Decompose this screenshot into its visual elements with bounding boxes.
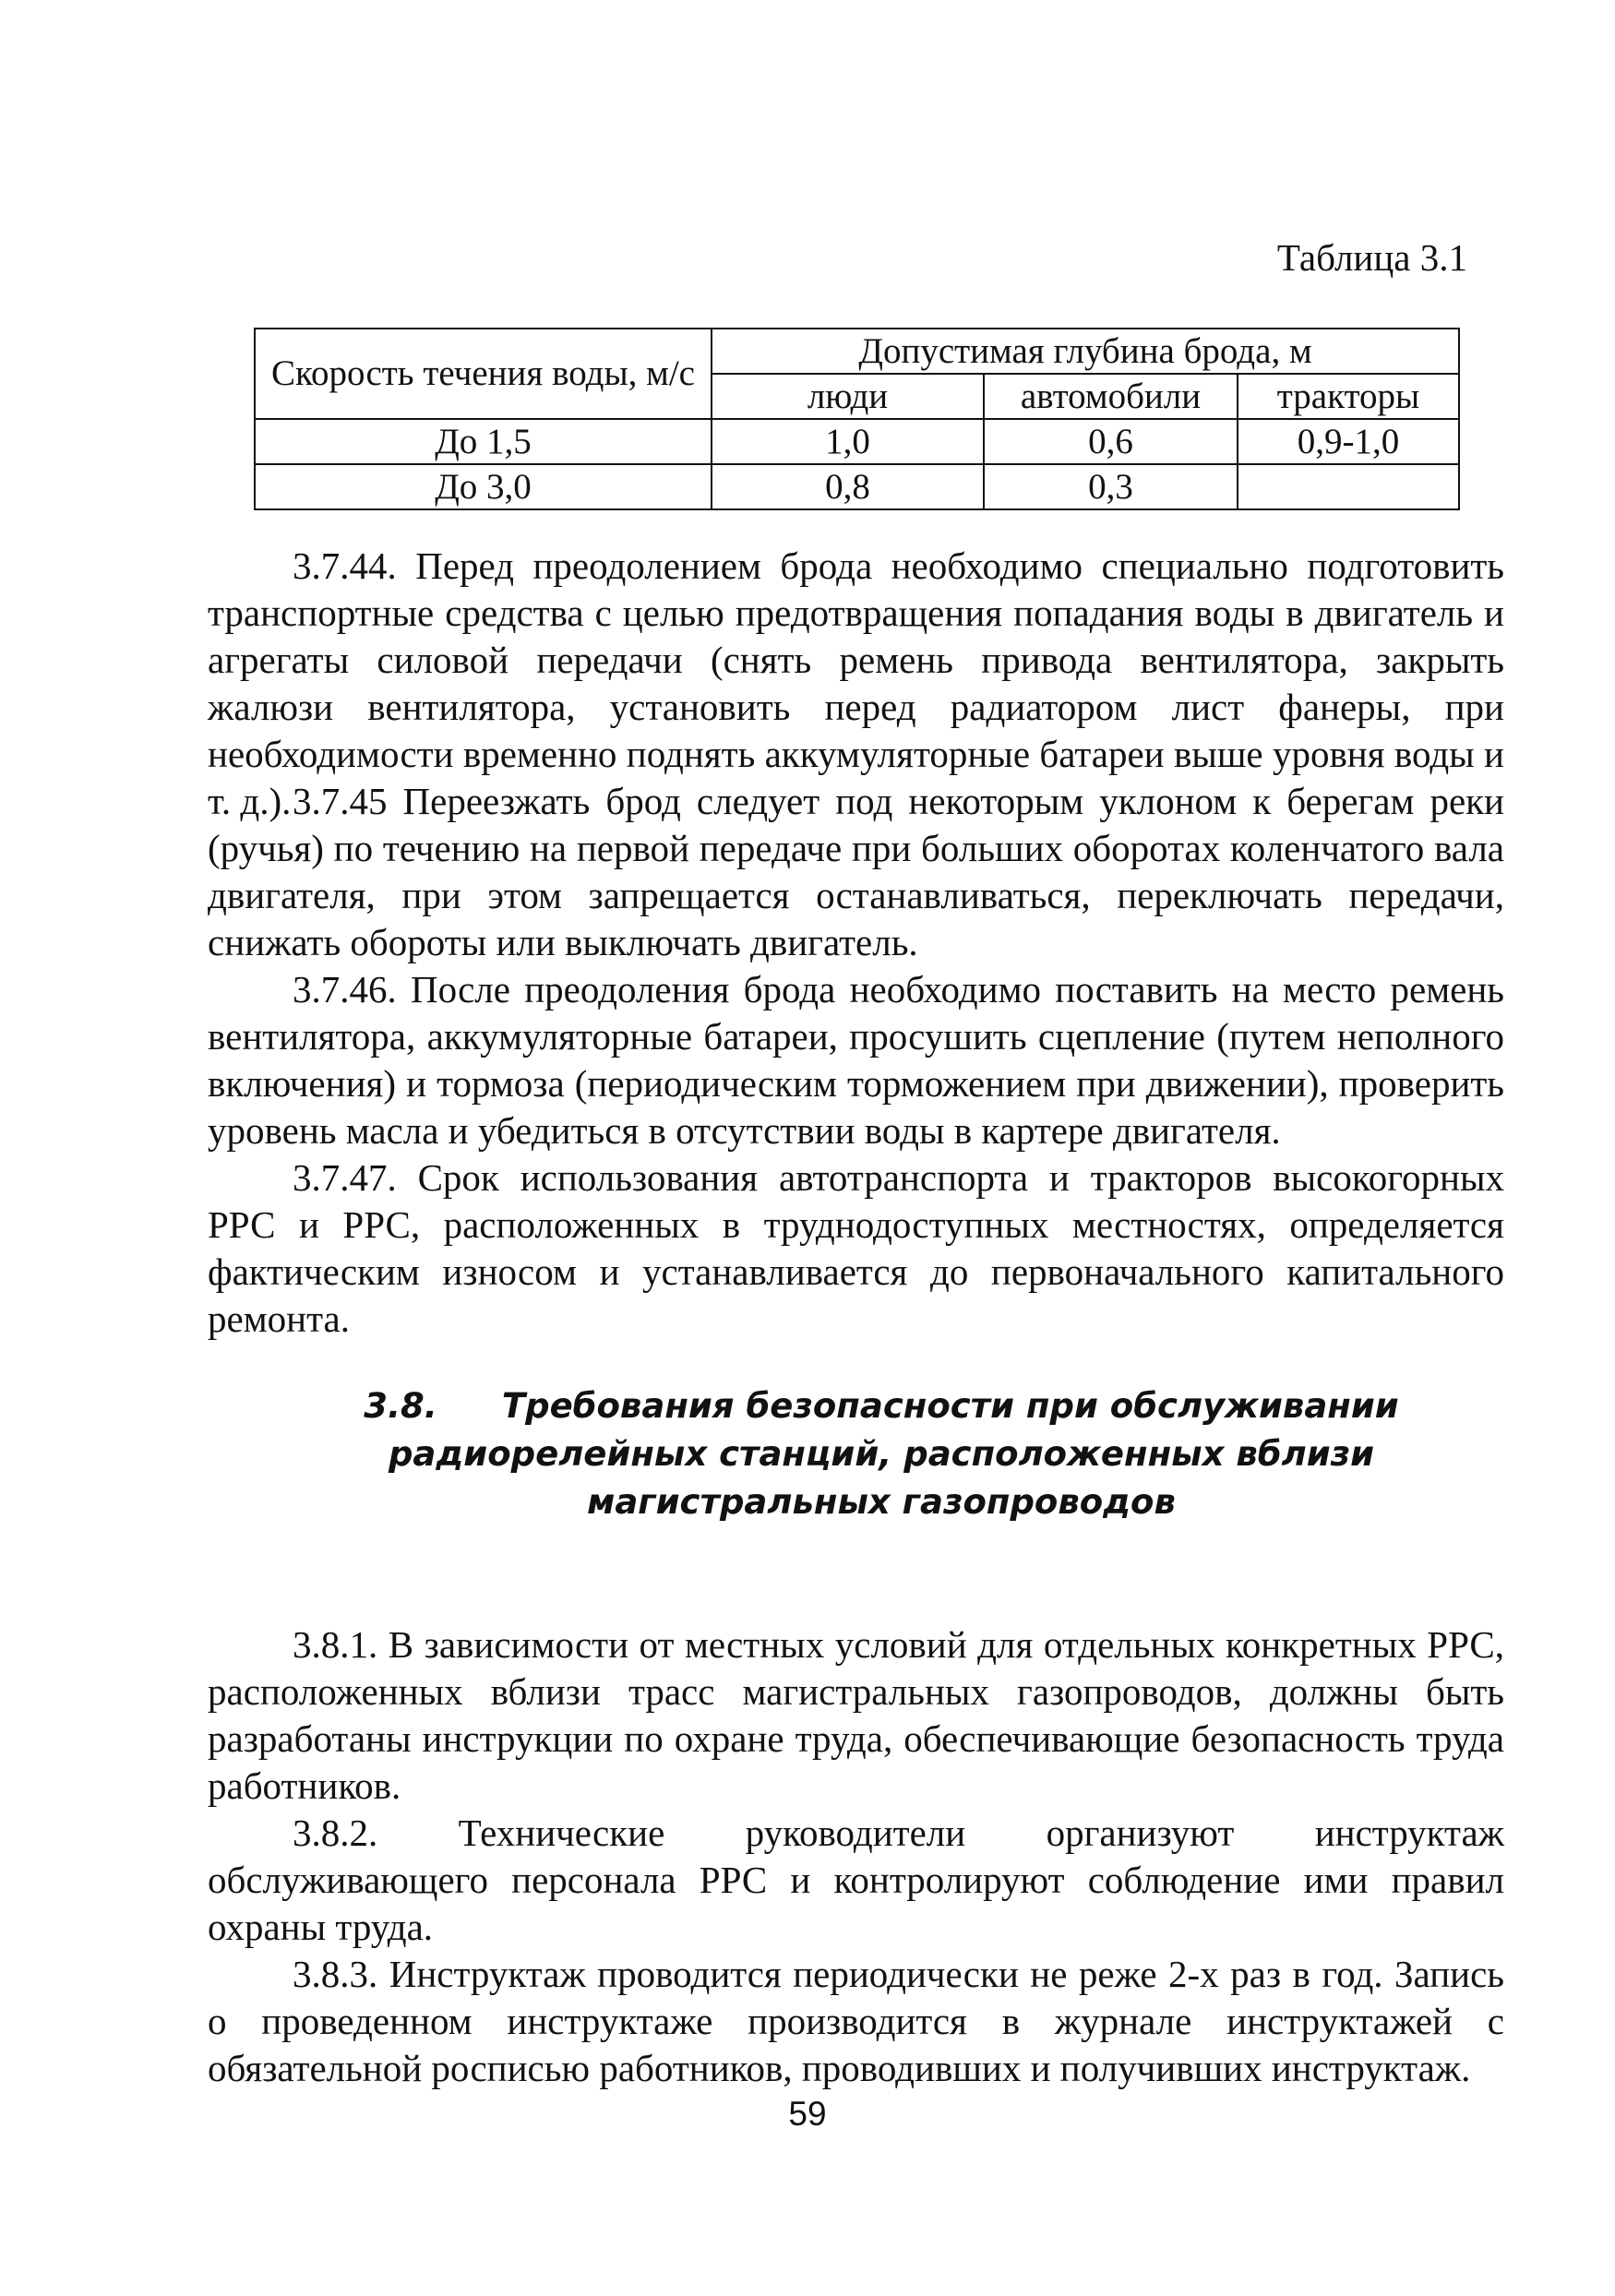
section-title-line3: магистральных газопроводов	[587, 1482, 1176, 1522]
section-number: 3.8.	[364, 1386, 437, 1426]
paragraph-3-8-3: 3.8.3. Инструктаж проводится периодически не реже 2-х раз в год. Запись о проведенном инструктаже производится в журнале инструктажей с обязательной росписью работников, проводивших и получивших инструктаж.	[208, 1953, 1504, 2089]
speed-column-header: Скорость течения воды, м/с	[255, 329, 712, 419]
paragraph-3-7-44: 3.7.44. Перед преодолением брода необходимо специально подготовить транспортные средства с целью предотвращения попадания воды в двигатель и агрегаты силовой передачи (снять ремень привода вентилятора, закрыть жалюзи вентилятора, установить перед радиатором лист фанеры, при необходимости временно поднять аккумуляторные батареи выше уровня воды и т. д.).	[208, 544, 1504, 822]
ford-depth-table	[254, 328, 1460, 510]
cell-speed: До 3,0	[255, 464, 712, 509]
paragraph-3-7-46: 3.7.46. После преодоления брода необходимо поставить на место ремень вентилятора, аккумуляторные батареи, просушить сцепление (путем неполного включения) и тормоза (периодическим торможением при движении), проверить уровень масла и убедиться в отсутствии воды в картере двигателя.	[208, 968, 1504, 1152]
paragraph-3-7-47: 3.7.47. Срок использования автотранспорта и тракторов высокогорных РРС и РРС, расположенных в труднодоступных местностях, определяется фактическим износом и устанавливается до первоначального капитального ремонта.	[208, 1156, 1504, 1340]
section-title-line1: Требования безопасности при обслуживании	[501, 1386, 1399, 1426]
table-row	[255, 419, 1459, 464]
cell-people: 0,8	[712, 464, 984, 509]
cell-cars: 0,3	[984, 464, 1238, 509]
paragraph-3-8-1: 3.8.1. В зависимости от местных условий для отдельных конкретных РРС, расположенных вблизи трасс магистральных газопроводов, должны быть разработаны инструкции по охране труда, обеспечивающие безопасность труда работников.	[208, 1623, 1504, 1807]
cell-speed: До 1,5	[255, 419, 712, 464]
subheader-tractors: тракторы	[1238, 374, 1459, 419]
paragraph-3-8-2: 3.8.2. Технические руководители организуют инструктаж обслуживающего персонала РРС и контролируют соблюдение ими правил охраны труда.	[208, 1812, 1504, 1948]
cell-tractors	[1238, 464, 1459, 509]
section-heading	[351, 1382, 1412, 1526]
table-row	[255, 464, 1459, 509]
cell-people: 1,0	[712, 419, 984, 464]
page-number: 59	[788, 2095, 827, 2133]
depth-group-header: Допустимая глубина брода, м	[712, 329, 1459, 374]
cell-tractors: 0,9-1,0	[1238, 419, 1459, 464]
subheader-cars: автомобили	[984, 374, 1238, 419]
cell-cars: 0,6	[984, 419, 1238, 464]
paragraph-3-7-45: 3.7.45 Переезжать брод следует под некоторым уклоном к берегам реки (ручья) по течению на первой передаче при больших оборотах коленчатого вала двигателя, при этом запрещается останавливаться, переключать передачи, снижать обороты или выключать двигатель.	[208, 780, 1504, 963]
table-header-row	[255, 329, 1459, 374]
subheader-people: люди	[712, 374, 984, 419]
table-caption: Таблица 3.1	[1276, 236, 1467, 279]
section-title-line2: радиорелейных станций, расположенных вблизи	[388, 1434, 1375, 1474]
